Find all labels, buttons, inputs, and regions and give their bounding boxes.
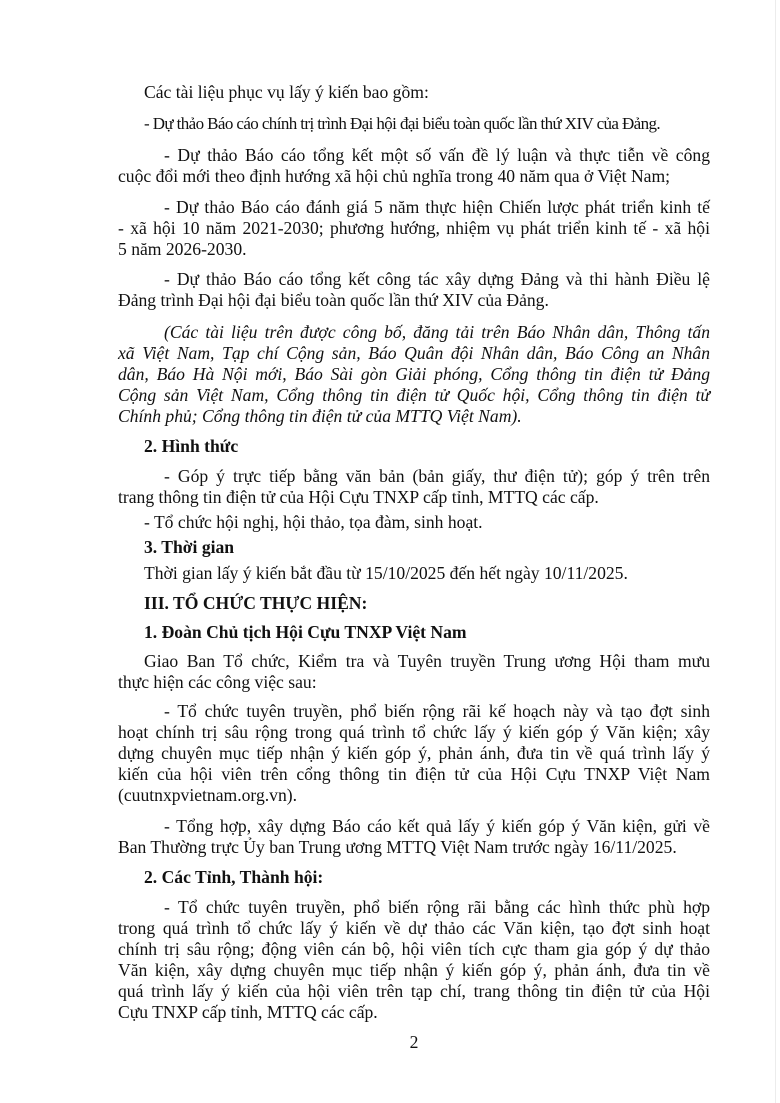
doc-item-3-line-1: - Dự thảo Báo cáo đánh giá 5 năm thực hiện Chiến lược phát triển kinh tế — [164, 197, 710, 217]
section-2-item-1-line-2: trang thông tin điện tử của Hội Cựu TNXP cấp tỉnh, MTTQ các cấp. — [118, 487, 599, 507]
note-line-5: Chính phủ; Cổng thông tin điện tử của MTTQ Việt Nam). — [118, 406, 522, 426]
part-3-sub-1-item-1-line-2: hoạt chính trị sâu rộng trong quá trình tổ chức lấy ý kiến góp ý Văn kiện; xây — [118, 722, 710, 742]
page-edge — [775, 0, 776, 1103]
part-3-sub-2-heading: 2. Các Tỉnh, Thành hội: — [144, 867, 324, 887]
part-3-sub-2-item-1-line-3: chính trị sâu rộng; động viên cán bộ, hội viên tích cực tham gia góp ý dự thảo — [118, 939, 710, 959]
doc-item-2-line-2: cuộc đổi mới theo định hướng xã hội chủ nghĩa trong 40 năm qua ở Việt Nam; — [118, 166, 671, 186]
doc-item-3-line-3: 5 năm 2026-2030. — [118, 239, 247, 259]
part-3-heading: III. TỔ CHỨC THỰC HIỆN: — [144, 593, 368, 613]
doc-item-4-line-2: Đảng trình Đại hội đại biểu toàn quốc lần thứ XIV của Đảng. — [118, 290, 549, 310]
section-2-item-2: - Tổ chức hội nghị, hội thảo, tọa đàm, sinh hoạt. — [144, 512, 483, 532]
section-2-heading: 2. Hình thức — [144, 436, 239, 456]
part-3-sub-1-item-2-line-2: Ban Thường trực Ủy ban Trung ương MTTQ Việt Nam trước ngày 16/11/2025. — [118, 837, 677, 857]
note-line-4: Cộng sản Việt Nam, Cổng thông tin điện tử Quốc hội, Cổng thông tin điện tử — [118, 385, 710, 405]
doc-item-3-line-2: - xã hội 10 năm 2021-2030; phương hướng, nhiệm vụ phát triển kinh tế - xã hội — [118, 218, 710, 238]
part-3-sub-2-item-1-line-1: - Tổ chức tuyên truyền, phổ biến rộng rãi bằng các hình thức phù hợp — [164, 897, 710, 917]
part-3-sub-1-item-1-line-4: kiến của hội viên trên cổng thông tin điện tử của Hội Cựu TNXP Việt Nam — [118, 764, 710, 784]
part-3-sub-1-item-2-line-1: - Tổng hợp, xây dựng Báo cáo kết quả lấy ý kiến góp ý Văn kiện, gửi về — [164, 816, 710, 836]
part-3-sub-1-intro-line-1: Giao Ban Tổ chức, Kiểm tra và Tuyên truyền Trung ương Hội tham mưu — [144, 651, 710, 671]
doc-item-4-line-1: - Dự thảo Báo cáo tổng kết công tác xây dựng Đảng và thi hành Điều lệ — [164, 269, 710, 289]
section-2-item-1-line-1: - Góp ý trực tiếp bằng văn bản (bản giấy, thư điện tử); góp ý trên trên — [164, 466, 710, 486]
part-3-sub-1-heading: 1. Đoàn Chủ tịch Hội Cựu TNXP Việt Nam — [144, 622, 467, 642]
page-number: 2 — [409, 1032, 419, 1052]
part-3-sub-1-item-1-line-3: dựng chuyên mục tiếp nhận ý kiến góp ý, phản ánh, đưa tin về quá trình lấy ý — [118, 743, 710, 763]
part-3-sub-1-item-1-line-5: (cuutnxpvietnam.org.vn). — [118, 785, 297, 805]
section-3-text: Thời gian lấy ý kiến bắt đầu từ 15/10/2025 đến hết ngày 10/11/2025. — [144, 563, 628, 583]
intro-text: Các tài liệu phục vụ lấy ý kiến bao gồm: — [144, 82, 429, 102]
part-3-sub-2-item-1-line-4: Văn kiện, xây dựng chuyên mục tiếp nhận ý kiến góp ý, phản ánh, đưa tin về — [118, 960, 710, 980]
note-line-1: (Các tài liệu trên được công bố, đăng tải trên Báo Nhân dân, Thông tấn — [164, 322, 710, 342]
part-3-sub-1-intro-line-2: thực hiện các công việc sau: — [118, 672, 317, 692]
doc-item-2-line-1: - Dự thảo Báo cáo tổng kết một số vấn đề lý luận và thực tiễn về công — [164, 145, 710, 165]
note-line-3: dân, Báo Hà Nội mới, Báo Sài gòn Giải phóng, Cổng thông tin điện tử Đảng — [118, 364, 710, 384]
part-3-sub-2-item-1-line-5: quá trình lấy ý kiến của hội viên trên tạp chí, trang thông tin điện tử của Hội — [118, 981, 710, 1001]
doc-item-1: - Dự thảo Báo cáo chính trị trình Đại hội đại biểu toàn quốc lần thứ XIV của Đảng. — [144, 114, 661, 133]
part-3-sub-2-item-1-line-6: Cựu TNXP cấp tỉnh, MTTQ các cấp. — [118, 1002, 378, 1022]
part-3-sub-2-item-1-line-2: trong quá trình tổ chức lấy ý kiến về dự thảo các Văn kiện, tạo đợt sinh hoạt — [118, 918, 710, 938]
note-line-2: xã Việt Nam, Tạp chí Cộng sản, Báo Quân đội Nhân dân, Báo Công an Nhân — [118, 343, 710, 363]
part-3-sub-1-item-1-line-1: - Tổ chức tuyên truyền, phổ biến rộng rãi kế hoạch này và tạo đợt sinh — [164, 701, 710, 721]
section-3-heading: 3. Thời gian — [144, 537, 235, 557]
